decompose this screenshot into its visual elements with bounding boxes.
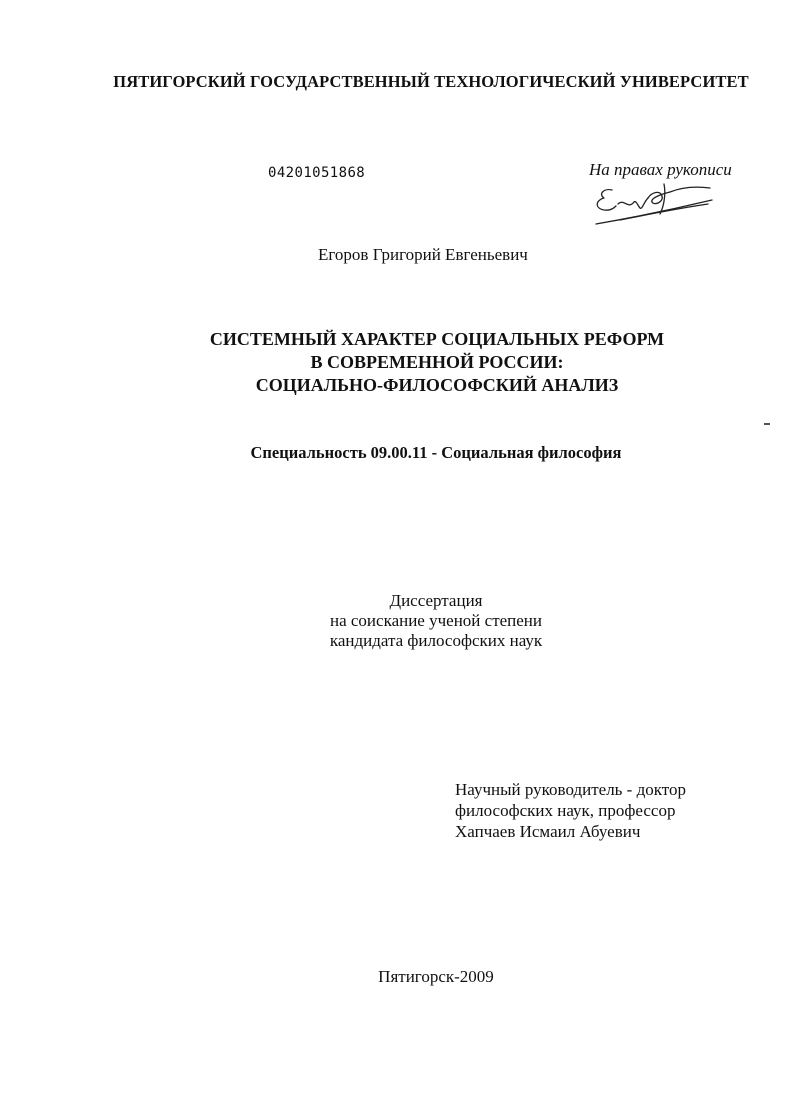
manuscript-rights-note: На правах рукописи <box>589 160 732 179</box>
document-code: 04201051868 <box>268 165 366 181</box>
supervisor-line: Хапчаев Исмаил Абуевич <box>455 822 641 841</box>
title-line: В СОВРЕМЕННОЙ РОССИИ: <box>310 352 564 372</box>
title-line: СИСТЕМНЫЙ ХАРАКТЕР СОЦИАЛЬНЫХ РЕФОРМ <box>209 329 665 349</box>
degree-statement <box>0 591 797 651</box>
title-line: СОЦИАЛЬНО-ФИЛОСОФСКИЙ АНАЛИЗ <box>255 375 619 395</box>
degree-line: на соискание ученой степени <box>329 611 543 630</box>
supervisor-block <box>455 779 686 842</box>
supervisor-line: философских наук, профессор <box>455 801 676 820</box>
author-signature <box>590 180 720 232</box>
author-name: Егоров Григорий Евгеньевич <box>318 245 528 264</box>
university-name: ПЯТИГОРСКИЙ ГОСУДАРСТВЕННЫЙ ТЕХНОЛОГИЧЕСКИЙ УНИВЕРСИТЕТ <box>113 72 749 91</box>
supervisor-line: Научный руководитель - доктор <box>455 780 686 799</box>
scan-speck <box>764 423 770 425</box>
dissertation-title <box>0 328 797 397</box>
degree-line: Диссертация <box>389 591 483 610</box>
degree-line: кандидата философских наук <box>329 631 543 650</box>
specialty-line: Специальность 09.00.11 - Социальная философия <box>250 443 622 462</box>
place-and-year: Пятигорск-2009 <box>378 967 494 986</box>
